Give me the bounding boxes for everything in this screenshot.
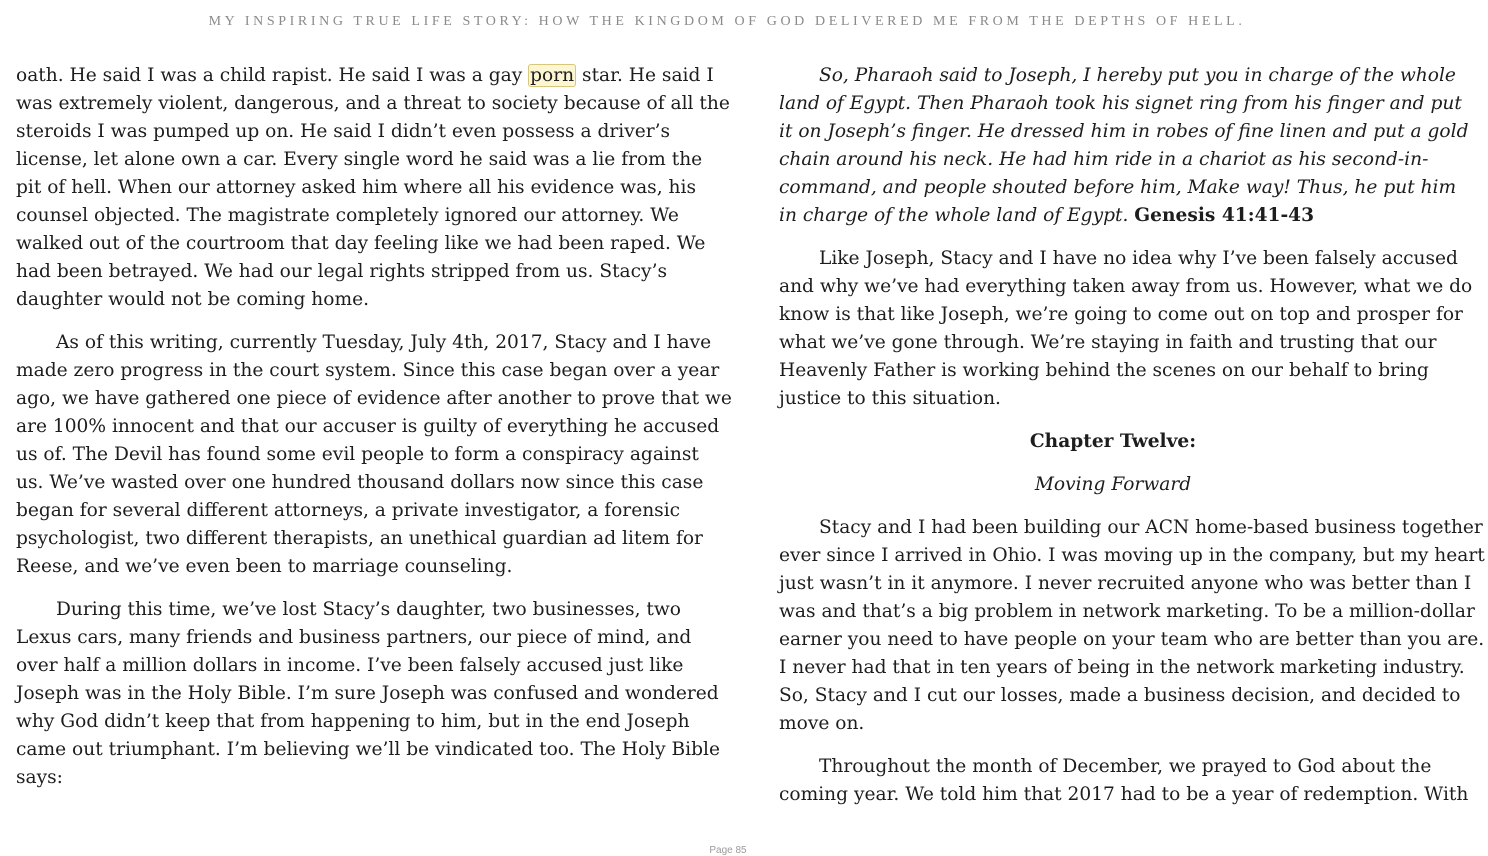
text-span: oath. He said I was a child rapist. He said I was a gay xyxy=(16,65,529,86)
highlighted-word[interactable]: porn xyxy=(530,65,575,86)
chapter-subtitle: Moving Forward xyxy=(1034,474,1192,495)
text-line: Reese, and we’ve even been to marriage counseling. xyxy=(16,556,513,577)
text-line: land of Egypt. Then Pharaoh took his signet ring from his finger and put xyxy=(779,93,1462,114)
text-line: it on Joseph’s finger. He dressed him in robes of fine linen and put a gold xyxy=(779,121,1469,142)
text-line: made zero progress in the court system. Since this case began over a year xyxy=(16,360,720,381)
text-line: Heavenly Father is working behind the scenes on our behalf to bring xyxy=(779,360,1429,381)
scripture-reference: Genesis 41:41-43 xyxy=(1134,205,1315,226)
text-line: Joseph was in the Holy Bible. I’m sure Joseph was confused and wondered xyxy=(16,683,719,704)
text-line: As of this writing, currently Tuesday, July 4th, 2017, Stacy and I have xyxy=(56,332,712,353)
text-line: psychologist, two different therapists, an unethical guardian ad litem for xyxy=(16,528,703,549)
paragraph xyxy=(779,514,1485,738)
text-line: I never had that in ten years of being in the network marketing industry. xyxy=(779,657,1465,678)
paragraph xyxy=(779,245,1473,413)
text-line: what we’ve gone through. We’re staying in faith and trusting that our xyxy=(779,332,1437,353)
paragraph-gap xyxy=(779,456,1447,471)
text-line: chain around his neck. He had him ride in a chariot as his second-in- xyxy=(779,149,1429,170)
paragraph-gap xyxy=(16,314,680,329)
text-line: are 100% innocent and that our accuser is guilty of everything he accused xyxy=(16,416,720,437)
text-line: During this time, we’ve lost Stacy’s daughter, two businesses, two xyxy=(56,599,681,620)
paragraph xyxy=(16,596,720,792)
text-line: why God didn’t keep that from happening to him, but in the end Joseph xyxy=(16,711,690,732)
text-line: steroids I was pumped up on. He said I didn’t even possess a driver’s xyxy=(16,121,671,142)
text-line: So, Pharaoh said to Joseph, I hereby put you in charge of the whole xyxy=(819,65,1456,86)
text-line: began for several different attorneys, a private investigator, a forensic xyxy=(16,500,681,521)
text-span: in charge of the whole land of Egypt. xyxy=(779,205,1135,226)
running-title: MY INSPIRING TRUE LIFE STORY: HOW THE KINGDOM OF GOD DELIVERED ME FROM THE DEPTHS OF HELL. xyxy=(208,14,1246,29)
text-line: license, let alone own a car. Every single word he said was a lie from the xyxy=(16,149,703,170)
text-line: command, and people shouted before him, Make way! Thus, he put him xyxy=(779,177,1457,198)
paragraph-gap xyxy=(779,499,1447,514)
text-line: know is that like Joseph, we’re going to come out on top and prosper for xyxy=(779,304,1463,325)
text-line: Like Joseph, Stacy and I have no idea why I’ve been falsely accused xyxy=(819,248,1458,269)
scripture-quote xyxy=(779,62,1469,230)
text-line: us of. The Devil has found some evil people to form a conspiracy against xyxy=(16,444,699,465)
chapter-heading: Chapter Twelve: xyxy=(1029,431,1197,452)
paragraph-gap xyxy=(779,230,1447,245)
text-line: came out triumphant. I’m believing we’ll be vindicated too. The Holy Bible xyxy=(16,739,720,760)
text-line xyxy=(16,62,714,90)
text-line: justice to this situation. xyxy=(779,388,1001,409)
text-line: was and that’s a big problem in network marketing. To be a million-dollar xyxy=(779,601,1475,622)
paragraph xyxy=(779,753,1469,809)
text-line: move on. xyxy=(779,713,865,734)
text-line: was extremely violent, dangerous, and a threat to society because of all the xyxy=(16,93,730,114)
text-line: pit of hell. When our attorney asked him where all his evidence was, his xyxy=(16,177,696,198)
text-line: Lexus cars, many friends and business partners, our piece of mind, and xyxy=(16,627,692,648)
text-line: over half a million dollars in income. I’ve been falsely accused just like xyxy=(16,655,684,676)
right-page-column xyxy=(779,62,1485,809)
text-line: says: xyxy=(16,767,63,788)
paragraph xyxy=(16,329,732,581)
text-line: walked out of the courtroom that day feeling like we had been raped. We xyxy=(16,233,706,254)
left-page-column xyxy=(16,62,732,792)
text-line: Stacy and I had been building our ACN home-based business together xyxy=(819,517,1483,538)
paragraph-gap xyxy=(779,738,1447,753)
paragraph-gap xyxy=(779,413,1447,428)
text-line: earner you need to have people on your team who are better than you are. xyxy=(779,629,1485,650)
text-line: had been betrayed. We had our legal rights stripped from us. Stacy’s xyxy=(16,261,668,282)
paragraph xyxy=(16,62,730,314)
text-line: daughter would not be coming home. xyxy=(16,289,370,310)
text-line: and why we’ve had everything taken away from us. However, what we do xyxy=(779,276,1473,297)
text-span: star. He said I xyxy=(576,65,714,86)
text-line: just wasn’t in it anymore. I never recruited anyone who was better than I xyxy=(779,573,1472,594)
text-line: counsel objected. The magistrate completely ignored our attorney. We xyxy=(16,205,679,226)
text-line: So, Stacy and I cut our losses, made a business decision, and decided to xyxy=(779,685,1461,706)
text-line: us. We’ve wasted over one hundred thousand dollars now since this case xyxy=(16,472,704,493)
page-number: Page 85 xyxy=(709,845,747,856)
text-line xyxy=(779,202,1447,230)
text-line: coming year. We told him that 2017 had to be a year of redemption. With xyxy=(779,784,1469,805)
text-line: ever since I arrived in Ohio. I was moving up in the company, but my heart xyxy=(779,545,1485,566)
text-line: Throughout the month of December, we prayed to God about the xyxy=(819,756,1432,777)
paragraph-gap xyxy=(16,581,680,596)
text-line: ago, we have gathered one piece of evidence after another to prove that we xyxy=(16,388,732,409)
